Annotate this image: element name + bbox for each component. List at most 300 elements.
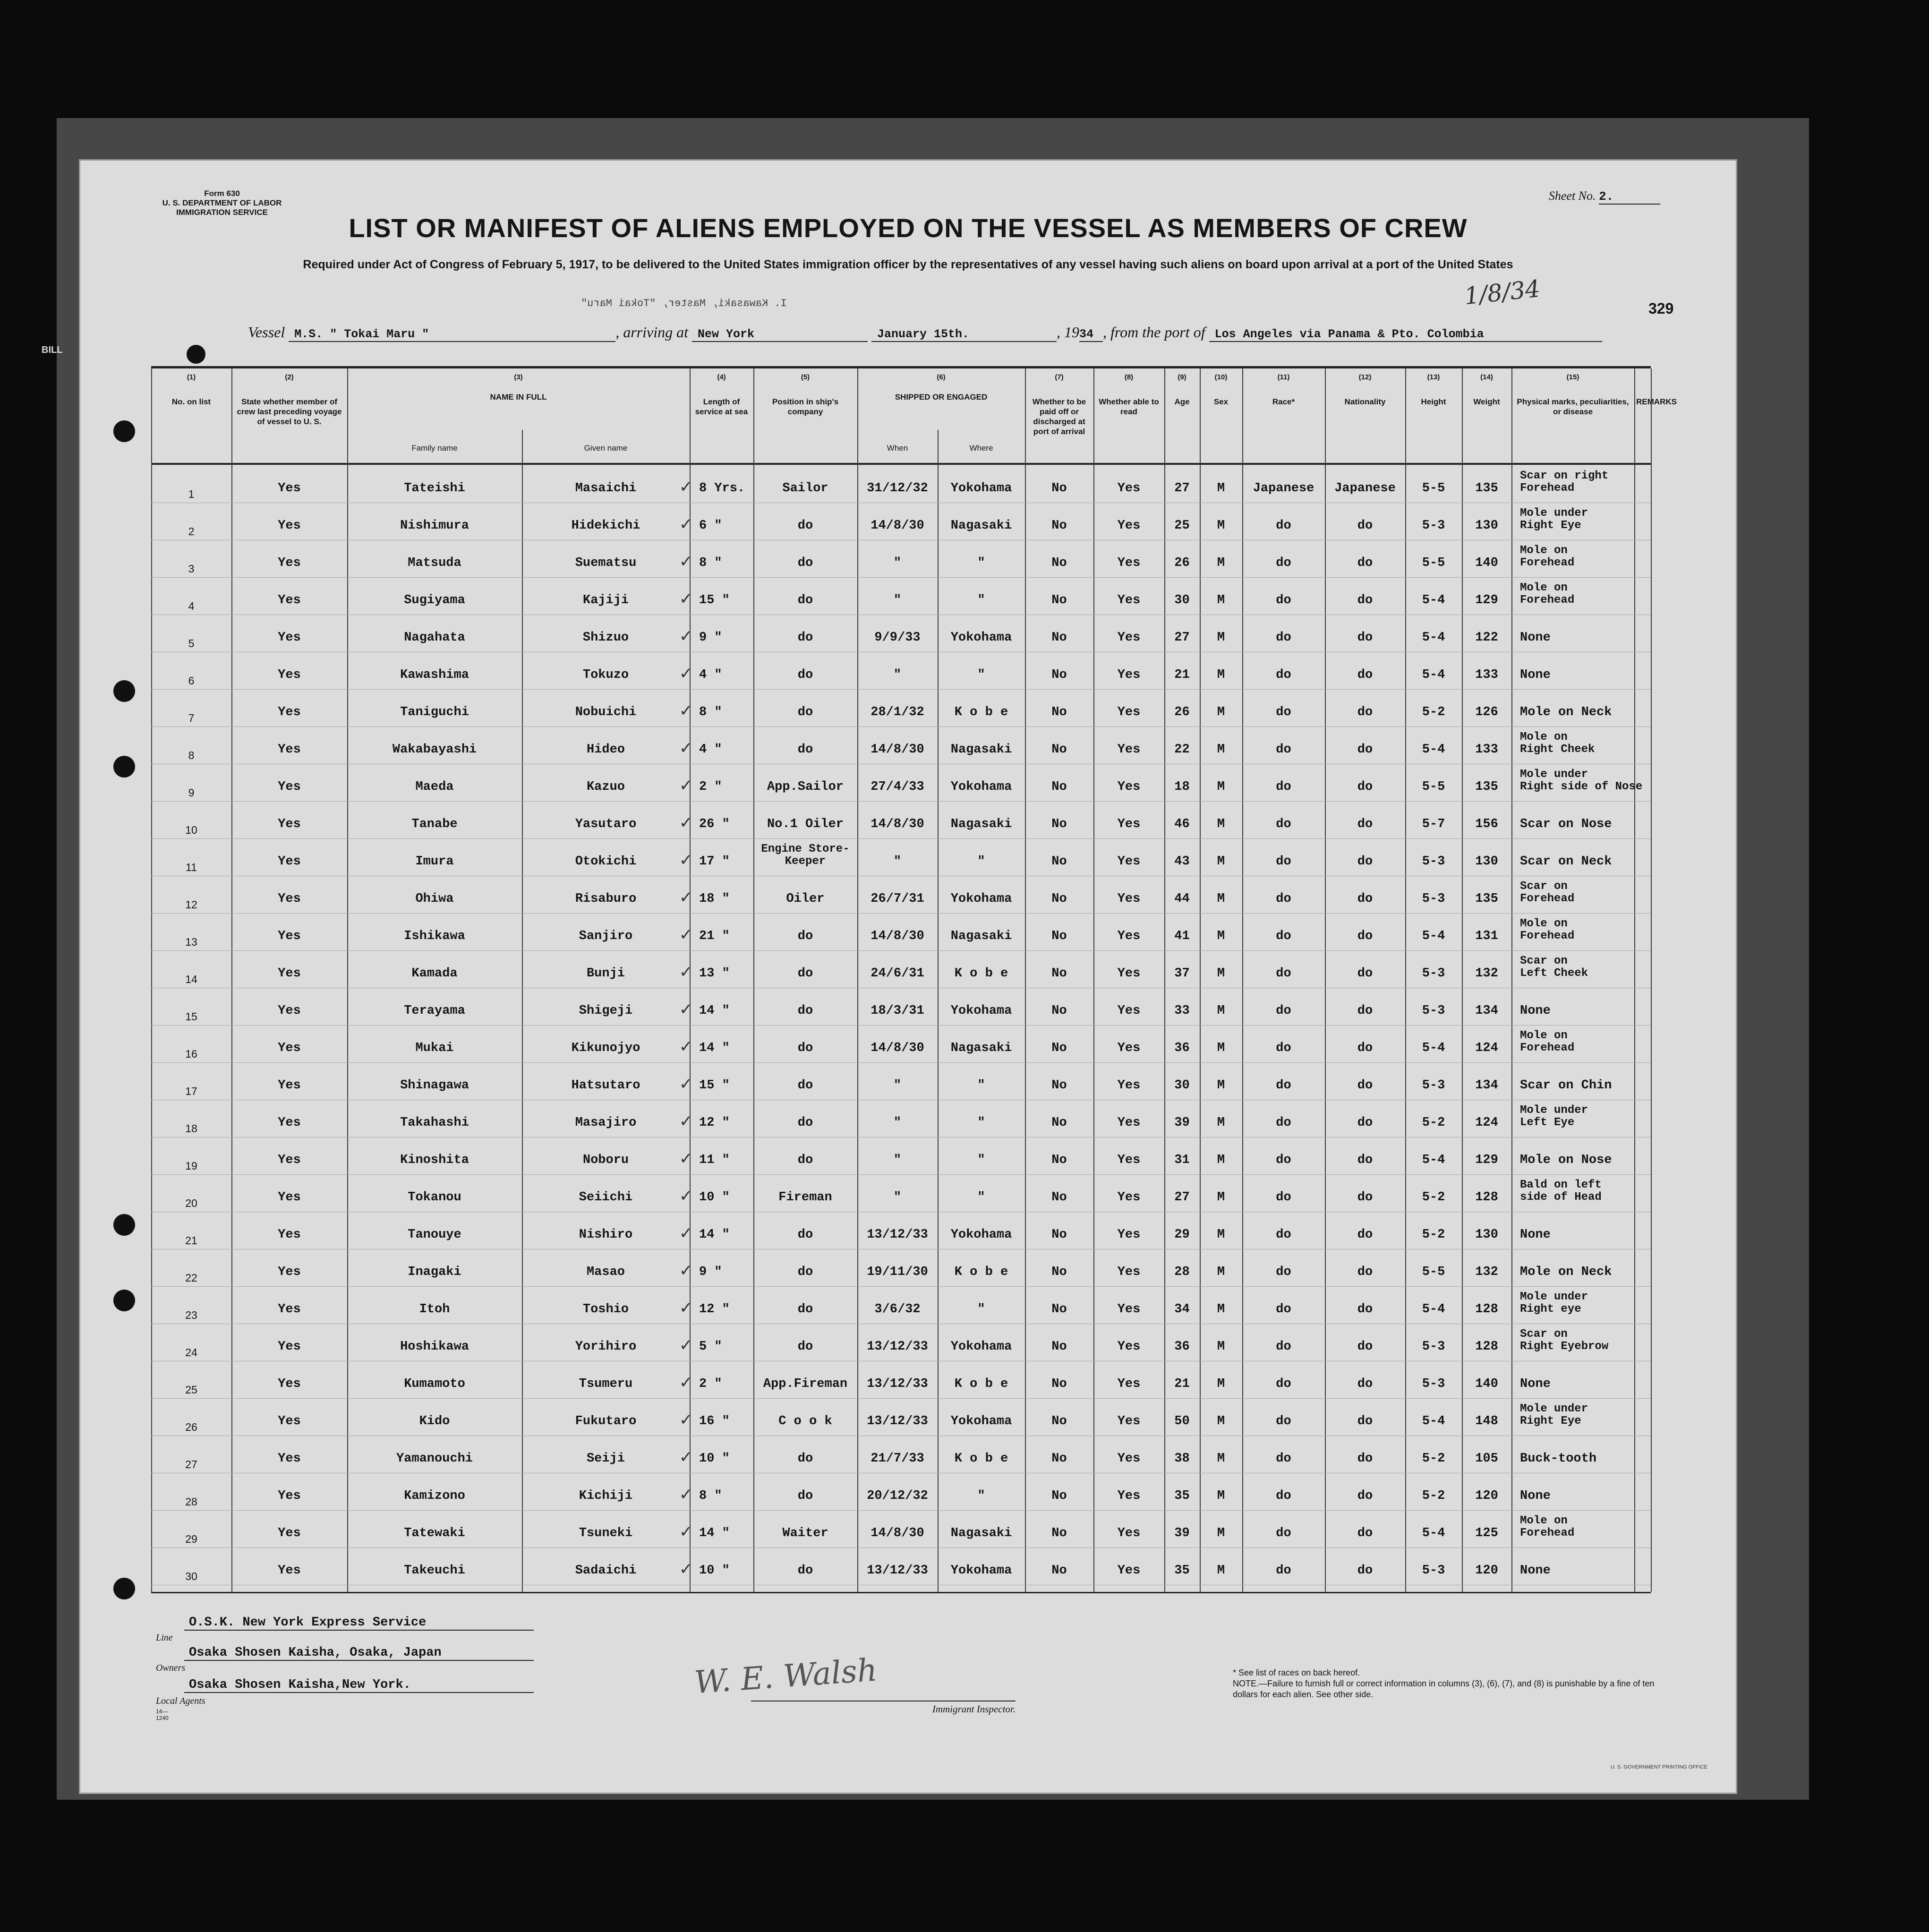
cell-nationality: do <box>1357 780 1373 794</box>
column-header: Position in ship's company <box>772 397 839 416</box>
cell-family: Kamizono <box>404 1489 465 1503</box>
cell-height: 5-3 <box>1422 892 1445 906</box>
check-mark-icon: ✓ <box>679 1522 693 1541</box>
vessel-label: Vessel <box>248 324 285 341</box>
cell-race: do <box>1276 1377 1291 1391</box>
column-header: Length of service at sea <box>695 397 748 416</box>
cell-no: 7 <box>188 712 195 724</box>
cell-paid: No <box>1051 1041 1067 1055</box>
cell-prev: Yes <box>278 1004 301 1018</box>
cell-service: 12 " <box>699 1116 730 1130</box>
cell-sex: M <box>1217 892 1225 906</box>
cell-where: K o b e <box>954 966 1008 981</box>
cell-age: 18 <box>1174 780 1190 794</box>
cell-read: Yes <box>1117 705 1141 719</box>
punch-hole <box>113 1578 135 1599</box>
cell-when: 14/8/30 <box>871 1526 924 1540</box>
subheader-where: Where <box>969 444 993 453</box>
cell-where: K o b e <box>954 1377 1008 1391</box>
cell-given: Suematsu <box>575 556 637 570</box>
cell-given: Hideo <box>586 743 625 757</box>
cell-prev: Yes <box>278 519 301 533</box>
cell-family: Kamada <box>411 966 458 981</box>
cell-paid: No <box>1051 1414 1067 1428</box>
cell-no: 3 <box>188 563 195 575</box>
crew-row <box>151 1473 1651 1510</box>
cell-race: do <box>1276 1116 1291 1130</box>
subheader-given: Given name <box>584 444 628 453</box>
cell-paid: No <box>1051 705 1067 719</box>
cell-nationality: do <box>1357 1004 1373 1018</box>
check-mark-icon: ✓ <box>679 1373 693 1392</box>
cell-weight: 124 <box>1475 1116 1498 1130</box>
cell-age: 30 <box>1174 1078 1190 1093</box>
crew-row <box>151 540 1651 577</box>
arrival-year: 34 <box>1079 327 1103 342</box>
cell-nationality: do <box>1357 966 1373 981</box>
cell-height: 5-3 <box>1422 1377 1445 1391</box>
column-header: SHIPPED OR ENGAGED <box>895 393 988 402</box>
cell-read: Yes <box>1117 1452 1141 1466</box>
column-number: (10) <box>1214 373 1228 381</box>
column-header: Whether to be paid off or discharged at port of arrival <box>1032 397 1086 436</box>
crew-row <box>151 1286 1651 1324</box>
cell-sex: M <box>1217 556 1225 570</box>
cell-where: Nagasaki <box>950 1526 1012 1540</box>
cell-prev: Yes <box>278 593 301 607</box>
cell-given: Masaichi <box>575 481 637 496</box>
cell-given: Kichiji <box>579 1489 633 1503</box>
cell-sex: M <box>1217 780 1225 794</box>
cell-no: 11 <box>186 861 197 873</box>
cell-height: 5-5 <box>1422 780 1445 794</box>
cell-age: 35 <box>1174 1489 1190 1503</box>
cell-nationality: do <box>1357 519 1373 533</box>
cell-age: 35 <box>1174 1564 1190 1578</box>
cell-paid: No <box>1051 481 1067 496</box>
cell-no: 4 <box>188 600 195 612</box>
cell-position: do <box>797 1452 813 1466</box>
cell-nationality: do <box>1357 593 1373 607</box>
cell-marks: Scar on Left Cheek <box>1520 955 1588 980</box>
year-prefix: , 19 <box>1056 324 1079 341</box>
cell-race: do <box>1276 1414 1291 1428</box>
cell-given: Seiichi <box>579 1190 633 1205</box>
column-number: (12) <box>1358 373 1372 381</box>
arriving-label: , arriving at <box>615 324 688 341</box>
cell-nationality: do <box>1357 1452 1373 1466</box>
column-number: (4) <box>717 373 726 381</box>
cell-sex: M <box>1217 1265 1225 1279</box>
cell-service: 14 " <box>699 1228 730 1242</box>
cell-paid: No <box>1051 1489 1067 1503</box>
handwritten-reference: 1/8/34 <box>1463 274 1542 310</box>
check-mark-icon: ✓ <box>679 515 693 534</box>
cell-marks: Mole on Forehead <box>1520 1029 1575 1054</box>
crew-row <box>151 1510 1651 1547</box>
cell-family: Terayama <box>404 1004 465 1018</box>
column-header: Height <box>1421 397 1446 406</box>
cell-when: 14/8/30 <box>871 519 924 533</box>
cell-family: Kido <box>419 1414 450 1428</box>
cell-given: Toshio <box>582 1302 629 1316</box>
cell-age: 27 <box>1174 631 1190 645</box>
cell-weight: 128 <box>1475 1340 1498 1354</box>
cell-read: Yes <box>1117 1078 1141 1093</box>
column-header: Weight <box>1473 397 1500 406</box>
check-mark-icon: ✓ <box>679 1336 693 1355</box>
cell-family: Kawashima <box>400 668 469 682</box>
cell-position: Waiter <box>782 1526 828 1540</box>
arrival-date: January 15th. <box>871 327 1057 342</box>
cell-service: 18 " <box>699 892 730 906</box>
cell-where: Nagasaki <box>950 743 1012 757</box>
crew-row <box>151 1361 1651 1398</box>
cell-when: 24/6/31 <box>871 966 924 981</box>
cell-race: do <box>1276 743 1291 757</box>
cell-no: 16 <box>185 1048 197 1060</box>
cell-read: Yes <box>1117 780 1141 794</box>
cell-when: 14/8/30 <box>871 743 924 757</box>
cell-where: K o b e <box>954 1452 1008 1466</box>
cell-nationality: do <box>1357 1116 1373 1130</box>
cell-service: 11 " <box>699 1153 730 1167</box>
cell-where: Nagasaki <box>950 929 1012 943</box>
cell-sex: M <box>1217 1489 1225 1503</box>
cell-sex: M <box>1217 705 1225 719</box>
cell-where: " <box>977 1302 985 1316</box>
cell-when: 26/7/31 <box>871 892 924 906</box>
cell-age: 31 <box>1174 1153 1190 1167</box>
cell-read: Yes <box>1117 1302 1141 1316</box>
cell-nationality: do <box>1357 1228 1373 1242</box>
column-header: State whether member of crew last preceding voyage of vessel to U. S. <box>237 397 342 426</box>
column-number: (14) <box>1480 373 1493 381</box>
header-divider <box>151 463 1651 465</box>
crew-row <box>151 1249 1651 1286</box>
cell-prev: Yes <box>278 1340 301 1354</box>
cell-height: 5-4 <box>1422 1414 1445 1428</box>
cell-service: 4 " <box>699 668 722 682</box>
cell-height: 5-4 <box>1422 1302 1445 1316</box>
crew-row <box>151 1212 1651 1249</box>
cell-marks: Mole on Neck <box>1520 705 1612 719</box>
page-number: 329 <box>1648 300 1674 317</box>
check-mark-icon: ✓ <box>679 1187 693 1205</box>
cell-age: 25 <box>1174 519 1190 533</box>
cell-marks: None <box>1520 1377 1551 1391</box>
cell-where: Yokohama <box>950 481 1012 496</box>
cell-read: Yes <box>1117 1004 1141 1018</box>
cell-paid: No <box>1051 1190 1067 1205</box>
cell-paid: No <box>1051 668 1067 682</box>
cell-position: Oiler <box>786 892 825 906</box>
cell-race: do <box>1276 855 1291 869</box>
cell-weight: 120 <box>1475 1564 1498 1578</box>
cell-height: 5-2 <box>1422 1228 1445 1242</box>
cell-paid: No <box>1051 631 1067 645</box>
cell-given: Tsuneki <box>579 1526 633 1540</box>
cell-age: 26 <box>1174 705 1190 719</box>
cell-when: " <box>893 855 902 869</box>
cell-family: Kumamoto <box>404 1377 465 1391</box>
cell-sex: M <box>1217 481 1225 496</box>
cell-given: Kikunojyo <box>571 1041 640 1055</box>
cell-height: 5-3 <box>1422 1004 1445 1018</box>
cell-read: Yes <box>1117 966 1141 981</box>
cell-where: " <box>977 556 985 570</box>
owners-value: Osaka Shosen Kaisha, Osaka, Japan <box>184 1646 534 1661</box>
cell-prev: Yes <box>278 1564 301 1578</box>
cell-paid: No <box>1051 966 1067 981</box>
cell-nationality: do <box>1357 631 1373 645</box>
cell-family: Kinoshita <box>400 1153 469 1167</box>
cell-when: 3/6/32 <box>874 1302 921 1316</box>
cell-weight: 140 <box>1475 1377 1498 1391</box>
cell-read: Yes <box>1117 668 1141 682</box>
cell-position: do <box>797 1078 813 1093</box>
cell-family: Imura <box>415 855 454 869</box>
crew-row <box>151 1100 1651 1137</box>
crew-row <box>151 838 1651 876</box>
cell-read: Yes <box>1117 1265 1141 1279</box>
cell-weight: 132 <box>1475 966 1498 981</box>
printer-imprint: U. S. GOVERNMENT PRINTING OFFICE <box>1610 1764 1707 1770</box>
cell-prev: Yes <box>278 1377 301 1391</box>
cell-paid: No <box>1051 519 1067 533</box>
cell-when: 13/12/33 <box>867 1377 928 1391</box>
cell-weight: 130 <box>1475 519 1498 533</box>
cell-weight: 125 <box>1475 1526 1498 1540</box>
cell-no: 1 <box>188 488 195 500</box>
cell-marks: Scar on Nose <box>1520 817 1612 831</box>
cell-sex: M <box>1217 1377 1225 1391</box>
cell-race: do <box>1276 817 1291 831</box>
vessel-line <box>248 324 1602 342</box>
cell-marks: None <box>1520 1489 1551 1503</box>
cell-read: Yes <box>1117 855 1141 869</box>
cell-prev: Yes <box>278 1526 301 1540</box>
cell-where: Yokohama <box>950 892 1012 906</box>
cell-position: do <box>797 1116 813 1130</box>
manifest-sheet <box>80 161 1736 1793</box>
cell-prev: Yes <box>278 1302 301 1316</box>
column-header: Age <box>1174 397 1190 406</box>
crew-row <box>151 1137 1651 1174</box>
cell-when: " <box>893 556 902 570</box>
crew-row <box>151 1174 1651 1212</box>
cell-nationality: do <box>1357 1489 1373 1503</box>
cell-weight: 105 <box>1475 1452 1498 1466</box>
cell-given: Nobuichi <box>575 705 637 719</box>
cell-sex: M <box>1217 855 1225 869</box>
cell-when: 14/8/30 <box>871 817 924 831</box>
cell-no: 18 <box>185 1122 197 1135</box>
column-number: (13) <box>1427 373 1440 381</box>
cell-when: 13/12/33 <box>867 1564 928 1578</box>
cell-weight: 120 <box>1475 1489 1498 1503</box>
cell-race: do <box>1276 1489 1291 1503</box>
column-number: (9) <box>1178 373 1186 381</box>
cell-marks: Mole under Right Eye <box>1520 507 1588 532</box>
cell-race: do <box>1276 1526 1291 1540</box>
cell-service: 10 " <box>699 1190 730 1205</box>
cell-sex: M <box>1217 1116 1225 1130</box>
cell-height: 5-3 <box>1422 855 1445 869</box>
cell-race: do <box>1276 1004 1291 1018</box>
cell-weight: 128 <box>1475 1302 1498 1316</box>
cell-age: 44 <box>1174 892 1190 906</box>
cell-given: Noboru <box>582 1153 629 1167</box>
cell-position: do <box>797 593 813 607</box>
cell-paid: No <box>1051 892 1067 906</box>
check-mark-icon: ✓ <box>679 478 693 496</box>
cell-family: Taniguchi <box>400 705 469 719</box>
sheet-number <box>1549 189 1660 205</box>
check-mark-icon: ✓ <box>679 1075 693 1094</box>
inspector-label: Immigrant Inspector. <box>751 1701 1016 1715</box>
cell-where: " <box>977 855 985 869</box>
cell-race: do <box>1276 593 1291 607</box>
cell-paid: No <box>1051 1004 1067 1018</box>
cell-given: Risaburo <box>575 892 637 906</box>
crew-row <box>151 764 1651 801</box>
column-number: (5) <box>801 373 810 381</box>
cell-given: Sadaichi <box>575 1564 637 1578</box>
cell-prev: Yes <box>278 481 301 496</box>
cell-read: Yes <box>1117 743 1141 757</box>
cell-age: 36 <box>1174 1041 1190 1055</box>
cell-paid: No <box>1051 593 1067 607</box>
cell-prev: Yes <box>278 743 301 757</box>
punch-hole <box>113 420 135 442</box>
cell-height: 5-4 <box>1422 929 1445 943</box>
cell-where: " <box>977 668 985 682</box>
crew-row <box>151 1324 1651 1361</box>
cell-when: 14/8/30 <box>871 1041 924 1055</box>
cell-paid: No <box>1051 1526 1067 1540</box>
cell-paid: No <box>1051 556 1067 570</box>
cell-when: 9/9/33 <box>874 631 921 645</box>
cell-given: Yorihiro <box>575 1340 637 1354</box>
cell-marks: Mole on Forehead <box>1520 1514 1575 1539</box>
cell-no: 29 <box>185 1533 197 1545</box>
check-mark-icon: ✓ <box>679 1261 693 1280</box>
cell-sex: M <box>1217 966 1225 981</box>
cell-family: Takahashi <box>400 1116 469 1130</box>
cell-race: do <box>1276 1153 1291 1167</box>
cell-service: 14 " <box>699 1041 730 1055</box>
cell-height: 5-4 <box>1422 743 1445 757</box>
cell-service: 9 " <box>699 1265 722 1279</box>
cell-position: do <box>797 1489 813 1503</box>
cell-paid: No <box>1051 1340 1067 1354</box>
column-number: (11) <box>1277 373 1290 381</box>
crew-row <box>151 727 1651 764</box>
check-mark-icon: ✓ <box>679 888 693 907</box>
cell-family: Nagahata <box>404 631 465 645</box>
cell-sex: M <box>1217 1153 1225 1167</box>
cell-read: Yes <box>1117 519 1141 533</box>
cell-sex: M <box>1217 743 1225 757</box>
cell-service: 14 " <box>699 1526 730 1540</box>
cell-read: Yes <box>1117 556 1141 570</box>
punch-hole <box>113 1214 135 1236</box>
cell-prev: Yes <box>278 1489 301 1503</box>
cell-given: Tsumeru <box>579 1377 633 1391</box>
cell-no: 27 <box>185 1458 197 1470</box>
cell-marks: Bald on left side of Head <box>1520 1179 1602 1204</box>
departure-port: Los Angeles via Panama & Pto. Colombia <box>1209 327 1602 342</box>
check-mark-icon: ✓ <box>679 963 693 982</box>
cell-prev: Yes <box>278 1153 301 1167</box>
check-mark-icon: ✓ <box>679 1560 693 1579</box>
document-title: LIST OR MANIFEST OF ALIENS EMPLOYED ON THE VESSEL AS MEMBERS OF CREW <box>349 213 1468 243</box>
cell-read: Yes <box>1117 1377 1141 1391</box>
cell-when: 18/3/31 <box>871 1004 924 1018</box>
column-header: Sex <box>1213 397 1229 406</box>
cell-marks: None <box>1520 668 1551 682</box>
cell-family: Tanouye <box>408 1228 461 1242</box>
cell-read: Yes <box>1117 631 1141 645</box>
cell-age: 21 <box>1174 1377 1190 1391</box>
cell-read: Yes <box>1117 481 1141 496</box>
cell-when: 20/12/32 <box>867 1489 928 1503</box>
cell-weight: 128 <box>1475 1190 1498 1205</box>
cell-race: do <box>1276 1302 1291 1316</box>
cell-family: Hoshikawa <box>400 1340 469 1354</box>
cell-read: Yes <box>1117 1190 1141 1205</box>
cell-age: 27 <box>1174 1190 1190 1205</box>
form-number: Form 630 <box>204 189 240 198</box>
check-mark-icon: ✓ <box>679 664 693 683</box>
column-number: (2) <box>285 373 294 381</box>
cell-nationality: do <box>1357 855 1373 869</box>
cell-where: Yokohama <box>950 1340 1012 1354</box>
cell-position: do <box>797 1004 813 1018</box>
column-header: Physical marks, peculiarities, or disease <box>1517 397 1629 416</box>
cell-given: Masao <box>586 1265 625 1279</box>
cell-prev: Yes <box>278 1041 301 1055</box>
cell-family: Ohiwa <box>415 892 454 906</box>
cell-no: 5 <box>188 637 195 650</box>
check-mark-icon: ✓ <box>679 739 693 758</box>
cell-paid: No <box>1051 743 1067 757</box>
cell-prev: Yes <box>278 855 301 869</box>
cell-given: Tokuzo <box>582 668 629 682</box>
check-mark-icon: ✓ <box>679 627 693 646</box>
check-mark-icon: ✓ <box>679 1485 693 1504</box>
cell-marks: Scar on Forehead <box>1520 880 1575 905</box>
punch-hole <box>113 1290 135 1311</box>
cell-race: do <box>1276 1265 1291 1279</box>
cell-prev: Yes <box>278 556 301 570</box>
cell-paid: No <box>1051 1153 1067 1167</box>
cell-race: do <box>1276 519 1291 533</box>
cell-no: 23 <box>185 1309 197 1321</box>
cell-family: Mukai <box>415 1041 454 1055</box>
cell-paid: No <box>1051 1078 1067 1093</box>
cell-service: 14 " <box>699 1004 730 1018</box>
check-mark-icon: ✓ <box>679 1037 693 1056</box>
cell-given: Hatsutaro <box>571 1078 640 1093</box>
cell-read: Yes <box>1117 1526 1141 1540</box>
cell-height: 5-3 <box>1422 1340 1445 1354</box>
cell-given: Yasutaro <box>575 817 637 831</box>
cell-paid: No <box>1051 929 1067 943</box>
cell-prev: Yes <box>278 929 301 943</box>
notes <box>1233 1667 1677 1700</box>
